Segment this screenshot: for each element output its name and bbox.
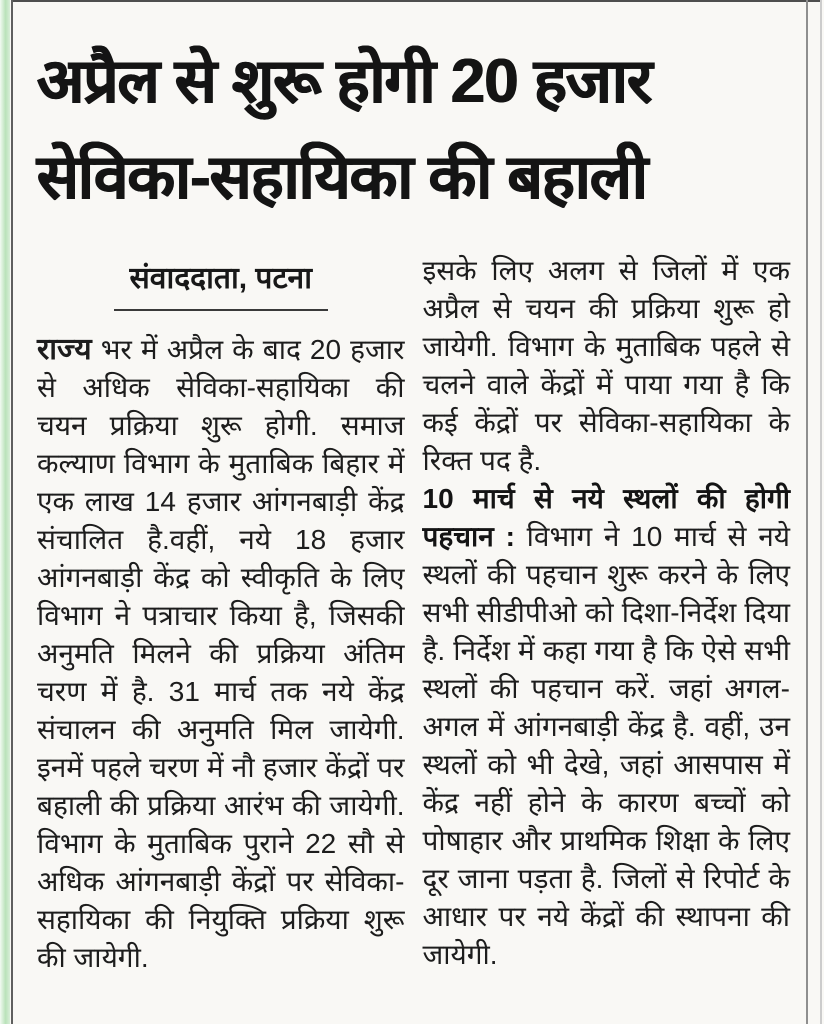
column-right	[423, 252, 791, 977]
article	[13, 2, 806, 1022]
paragraph-second: इसके लिए अलग से जिलों में एक अप्रैल से चयन की प्रक्रिया शुरू हो जायेगी. विभाग के मुताबिक पहले से चलने वाले केंद्रों में पाया गया है कि कई केंद्रों पर सेविका-सहायिका के रिक्त पद है.	[422, 255, 790, 476]
subheading: 10 मार्च से नये स्थलों की होगी पहचान :	[422, 483, 790, 552]
right-border-rule	[806, 0, 808, 1024]
lead-word: राज्य	[37, 333, 92, 366]
byline-container	[37, 256, 405, 311]
headline	[37, 34, 790, 226]
scan-edge-green-strip	[0, 0, 10, 1024]
paragraph-lead	[37, 331, 405, 977]
article-columns	[37, 252, 790, 977]
paragraph-third	[423, 480, 791, 974]
paragraph-third-text: विभाग ने 10 मार्च से नये स्थलों की पहचान शुरू करने के लिए सभी सीडीपीओ को दिशा-निर्देश दिया है. निर्देश में कहा गया है कि ऐसे सभी स्थलों की पहचान करें. जहां अगल-अगल में आंगनबाड़ी केंद्र है. वहीं, उन स्थलों को भी देखे, जहां आसपास में केंद्र नहीं होने के कारण बच्चों को पोषाहार और प्राथमिक शिक्षा के लिए दूर जाना पड़ता है. जिलों से रिपोर्ट के आधार पर नये केंद्रों की स्थापना की जायेगी.	[422, 521, 790, 970]
right-outer-border-rule	[820, 0, 822, 1024]
headline-line-1: अप्रैल से शुरू होगी 20 हजार	[37, 47, 652, 116]
column-left	[37, 252, 405, 977]
paragraph-lead-text: भर में अप्रैल के बाद 20 हजार से अधिक सेविका-सहायिका की चयन प्रक्रिया शुरू होगी. समाज कल्याण विभाग के मुताबिक बिहार में एक लाख 14 हजार आंगनबाड़ी केंद्र संचालित है.वहीं, नये 18 हजार आंगनबाड़ी केंद्र को स्वीकृति के लिए विभाग ने पत्राचार किया है, जिसकी अनुमति मिलने की प्रक्रिया अंतिम चरण में है. 31 मार्च तक नये केंद्र संचालन की अनुमति मिल जायेगी. इनमें पहले चरण में नौ हजार केंद्रों पर बहाली की प्रक्रिया आरंभ की जायेगी. विभाग के मुताबिक पुराने 22 सौ से अधिक आंगनबाड़ी केंद्रों पर सेविका-सहायिका की नियुक्ति प्रक्रिया शुरू की जायेगी.	[37, 334, 405, 973]
headline-line-2: सेविका-सहायिका की बहाली	[37, 143, 647, 212]
byline: संवाददाता, पटना	[114, 256, 328, 311]
